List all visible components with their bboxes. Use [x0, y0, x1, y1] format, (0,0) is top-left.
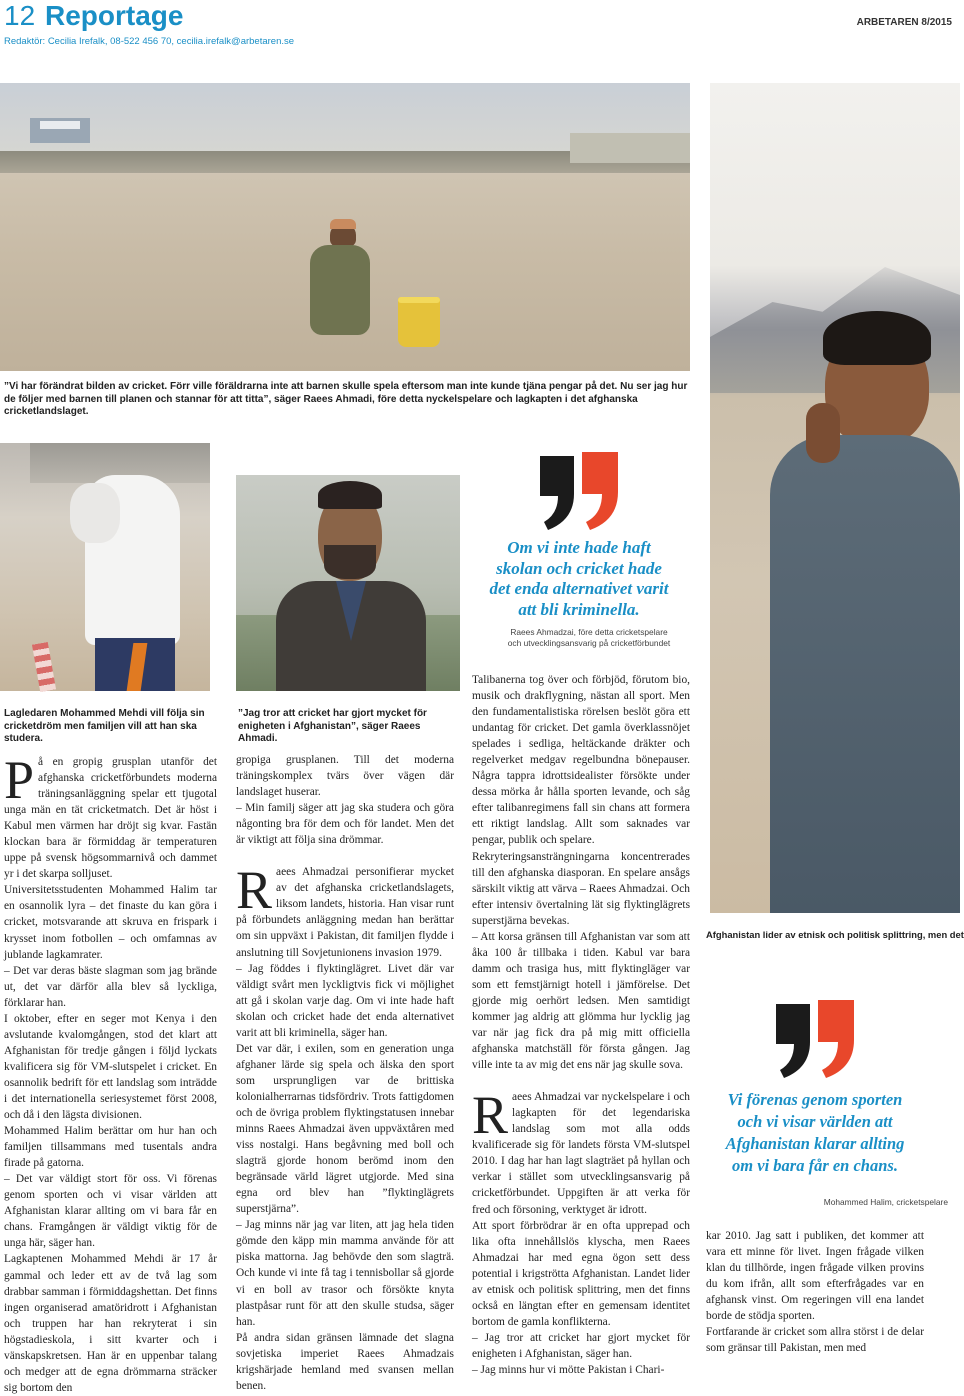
caption-mehdi-photo: Lagledaren Mohammed Mehdi vill följa sin cricketdröm men familjen vill att han ska studera.: [4, 708, 205, 745]
paragraph: – Min familj säger att jag ska studera och göra någonting bra för dem och för landet. Men det är viktigt att följa sina drömmar.: [236, 802, 454, 847]
quote-mark-1: [538, 452, 620, 532]
paragraph: Lagkaptenen Mohammed Mehdi är 17 år gammal och leder ett av de två lag som drabbar samman i förmiddagshettan. Det finns ingen organiserad amatöridrott i Afghanistan och truppen har han rekryterat i sin högstadieskola, i sitt kvarter och i vänskapskretsen. Han är en uppenbar talang och medger att de egna drömmarna sträcker sig bortom den: [4, 1253, 217, 1394]
editor-line: Redaktör: Cecilia Irefalk, 08-522 456 70, cecilia.irefalk@arbetaren.se: [4, 36, 295, 47]
pull-quote-2: Vi förenas genom sporten och vi visar världen att Afghanistan klarar allting om vi bara får en chans.: [725, 1090, 905, 1175]
page-number: 12: [4, 0, 36, 31]
photo-boy-on-field: [0, 83, 690, 371]
paragraph: Det var där, i exilen, som en generation unga afghaner lärde sig spela och älska den sport som ursprungligen var de brittiska kolonialherrarnas tidsfördriv. Trots fattigdomen och de övriga problem flyktingstatusen innebar minns Raees Ahmadzai även uppväxtåren med viss nostalgi. Hans begåvning med boll och slagträ gjorde honom berömd inom den begränsade värld lägret utgjorde. Med sina egna ord blev han ”flyktinglägrets superstjärna”.: [236, 1042, 454, 1216]
paragraph: aees Ahmadzai personifierar mycket av det afghanska cricketlandslagets, liksom landets, historia. Han visar runt på förbundets anläggning medan han berättar om sin uppväxt i Pakistan, dit familjen flydde i anslutning till Sovjetunionens invasion 1979.: [236, 866, 454, 959]
caption-ahmadi-photo: ”Jag tror att cricket har gjort mycket för enigheten i Afghanistan”, säger Raees Ahmadi.: [238, 708, 427, 745]
pull-quote-1-attribution: Raees Ahmadzai, före detta cricketspelare och utvecklingsansvarig på cricketförbundet: [507, 627, 671, 648]
pull-quote-2-attribution: Mohammed Halim, cricketspelare: [823, 1197, 948, 1207]
paragraph: Universitetsstudenten Mohammed Halim tar en osannolik lyra – det finaste du kan göra i cricket, motsvarande att skruva en frispark i krysset inom fotbollen – och omfamnas av jublande lagkamrater.: [4, 884, 217, 961]
quote-mark-2: [774, 1000, 856, 1080]
paragraph: å en gropig grusplan utanför det afghanska cricketförbundets moderna träningsanläggning spelar ett tjugotal unga män en tät cricketmatch. Det är höst i Kabul men värmen har dröjt sig kvar. Fastän klockan bara är förmiddag är temperaturen uppe på svensk högsommarnivå och dammet yr i det skarpa solljuset.: [4, 756, 217, 881]
paragraph: På andra sidan gränsen lämnade det slagna sovjetiska imperiet Raees Ahmadzais krigshärjade hemland med svansen mellan benen.: [236, 1331, 454, 1392]
paragraph: I oktober, efter en seger mot Kenya i den avslutande kvalomgången, stod det klart att Afghanistan för tredje gången i följd lyckats kvalificera sig för VM-slutspelet i cricket. En osannolik bedrift för ett landslag som inträdde i det internationella seriesystemet först 2008, och då i den lägsta divisionen.: [4, 1012, 217, 1122]
paragraph: Rekryteringsansträngningarna koncentrerades till den afghanska diasporan. En spelare ansågs särskilt viktig att värva – Raees Ahmadzai. Och efter intensiv övertalning lät sig flyktinglägrets superstjärna bevekas.: [472, 850, 690, 927]
dropcap-p: P: [4, 750, 35, 810]
paragraph: – Jag minns när jag var liten, att jag hela tiden gömde den käpp min mamma använde för att piska mattorna. Jag behövde den som slagträ. Och kunde vi inte få tag i tennisbollar så gjorde vi en boll av trasor och försökte knyta plastpåsar runt för att den skulle studsa, säger han.: [236, 1219, 454, 1328]
photo-man-on-phone: [710, 83, 960, 913]
paragraph: – Jag tror att cricket har gjort mycket för enigheten i Afghanistan, säger han.: [472, 1331, 690, 1360]
dropcap-r: R: [472, 1085, 509, 1146]
caption-right-photo: Afghanistan lider av etnisk och politisk splittring, men det: [706, 929, 964, 940]
paragraph: – Att korsa gränsen till Afghanistan var som att åka 100 år tillbaka i tiden. Kabul var bara damm och trasiga hus, mitt flyktingläger var som ett femstjärnigt hotell i jämförelse. Det gjorde mig oerhört ledsen. Men samtidigt kommer jag aldrig att glömma hur lycklig jag var när jag fick dra på mig mitt officiella afghanska matchställ för första gången. Jag ville inte ta av mig det ens när jag skulle sova.: [472, 930, 690, 1072]
paragraph: – Jag minns hur vi mötte Pakistan i Chari-: [472, 1363, 665, 1376]
paragraph: aees Ahmadzai var nyckelspelare i och lagkapten för det legendariska landslag som mot alla odds kvalificerade sig för landets första VM-slutspel 2010. I dag har han lagt slagträet på hyllan och verkar i stället som utvecklingsansvarig på cricketförbundet. Uppgiften är att verka för fred och försoning, verktyget är idrott.: [472, 1091, 690, 1216]
issue-label: ARBETAREN 8/2015: [856, 17, 952, 28]
article-column-2: [236, 752, 454, 1392]
paragraph: Talibanerna tog över och förbjöd, förutom bio, musik och drakflygning, nästan all sport. Men den fundamentalistiska rörelsen beslöt göra ett undantag för cricket. Det gamla överklassnöjet spelades i sedliga, heltäckande dräkter och regelverket medgav regelbundna bönepauser. Några tappra idrottsidealister försökte under dessa mörka år hålla sporten levande, och såg efter talibanregimens fall sin chans att formera ett riktigt landslag. Allt som saknades var pengar, publik och spelare.: [472, 674, 690, 847]
paragraph: – Det var väldigt stort för oss. Vi förenas genom sporten och vi visar världen att Afghanistan klarar allting om vi bara får en chans. Framgången är väldigt viktig för de unga här, säger han.: [4, 1173, 217, 1250]
paragraph: Mohammed Halim berättar om hur han och familjen tillsammans med tusentals andra firade på gatorna.: [4, 1125, 217, 1170]
article-column-1: [4, 750, 217, 1394]
photo-raees-ahmadi: [236, 475, 460, 691]
paragraph: kar 2010. Jag satt i publiken, det kommer att vara ett minne för livet. Ingen frågade vilken klan du tillhörde, ingen frågade vilken provins du kom ifrån, allt som efterfrågades var en afghansk vinst. Om regeringen vill ena landet borde de stödja sporten.: [706, 1230, 924, 1323]
article-column-3: [472, 672, 690, 1376]
quote-icon: [538, 452, 620, 532]
paragraph: Att sport förbrödrar är en ofta upprepad och lika ofta innehållslös klyscha, men Raees Ahmadzai har med egna ögon sett dess potential i krigströtta Afghanistan. Landet lider av etnisk och politisk splittring, men det finns också en längtan efter en gemensam identitet bortom de gamla konflikterna.: [472, 1219, 690, 1328]
pull-quote-1: Om vi inte hade haft skolan och cricket hade det enda alternativet varit att bli kriminella.: [489, 538, 669, 619]
paragraph: – Det var deras bäste slagman som jag brände ut, det var därför alla blev så lyckliga, förklarar han.: [4, 964, 217, 1009]
paragraph: – Jag föddes i flyktinglägret. Livet där var väldigt svårt men lyckligtvis fick vi möjlighet att gå i skolan varje dag. Om vi inte hade haft skolan och cricket hade det enda alternativet varit att bli kriminella, säger han.: [236, 962, 454, 1039]
article-column-4: [706, 1228, 924, 1355]
photo-mohammed-mehdi: [0, 443, 210, 691]
caption-top-photo: ”Vi har förändrat bilden av cricket. Förr ville föräldrarna inte att barnen skulle spela eftersom man inte kunde tjäna pengar på det. Nu ser jag hur de följer med barnen till planen och stannar för att titta”, säger Raees Ahmadi, före detta nyckelspelare och lagkapten i det afghanska cricketlandslaget.: [4, 381, 688, 418]
paragraph: gropiga grusplanen. Till det moderna träningskomplex tvärs över vägen där landslaget huserar.: [236, 754, 454, 799]
dropcap-r: R: [236, 860, 273, 921]
page-header: [0, 0, 960, 50]
section-title: Reportage: [45, 0, 184, 31]
quote-icon: [774, 1000, 856, 1080]
paragraph: Fortfarande är cricket som allra störst i de delar som gränsar till Pakistan, men med: [706, 1326, 924, 1355]
